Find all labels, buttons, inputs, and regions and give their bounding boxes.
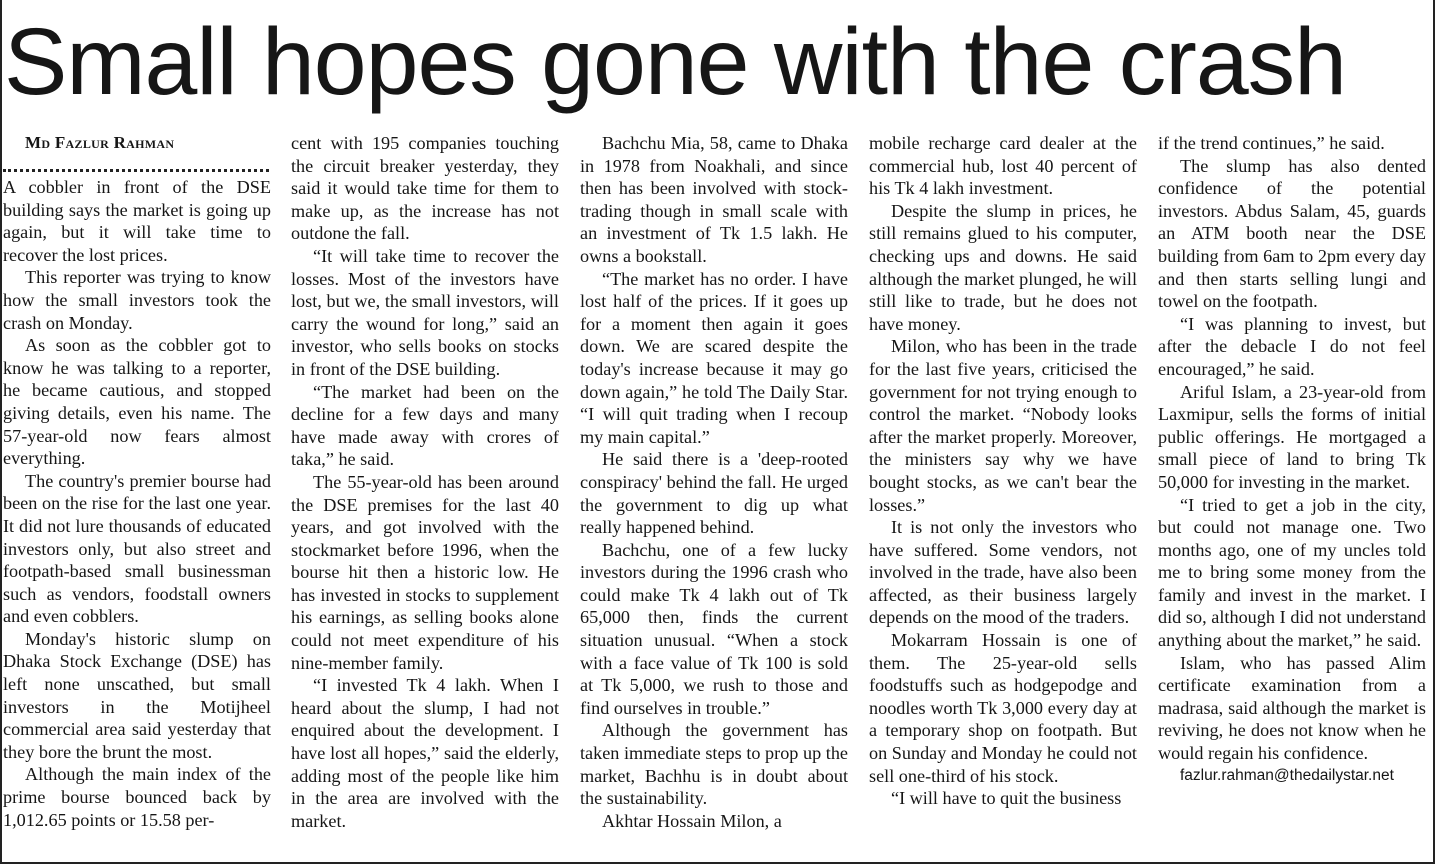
article-column-2 [291, 132, 559, 832]
paragraph: Mokarram Hossain is one of them. The 25-year-old sells foodstuffs such as hodgepodge and noodles worth Tk 3,000 every day at a temporary shop on footpath. But on Sunday and Monday he could not sell one-third of his stock. [869, 630, 1137, 786]
paragraph: cent with 195 companies touching the circuit breaker yesterday, they said it would take time for them to make up, as the increase has not outdone the fall. [291, 133, 559, 244]
paragraph: Despite the slump in prices, he still remains glued to his computer, checking ups and downs. He said although the market plunged, he will still like to trade, but he does not have money. [869, 200, 1137, 334]
paragraph: “I invested Tk 4 lakh. When I heard about the slump, I had not enquired about the development. I have lost all hopes,” said the elderly, adding most of the people like him in the area are involved with the market. [291, 675, 559, 831]
article-column-1 [3, 132, 271, 831]
paragraph: The slump has also dented confidence of the potential investors. Abdus Salam, 45, guards an ATM booth near the DSE building from 6am to 2pm every day and then starts selling lungi and towel on the footpath. [1158, 155, 1426, 312]
paragraph: As soon as the cobbler got to know he was talking to a reporter, he became cautious, and stopped giving details, even his name. The 57-year-old now fears almost everything. [3, 335, 271, 469]
paragraph: “I will have to quit the business [891, 788, 1122, 809]
byline-divider [3, 154, 269, 172]
paragraph: Akhtar Hossain Milon, a [602, 810, 782, 831]
author-email: fazlur.rahman@thedailystar.net [1180, 766, 1394, 784]
article-column-3 [580, 132, 848, 832]
byline: Md Fazlur Rahman [25, 133, 175, 152]
paragraph: Monday's historic slump on Dhaka Stock Exchange (DSE) has left none unscathed, but small investors in the Motijheel commercial area said yesterday that they bore the brunt the most. [3, 628, 271, 762]
paragraph: Islam, who has passed Alim certificate examination from a madrasa, said although the market is reviving, he does not know when he would regain his confidence. [1158, 652, 1426, 764]
paragraph: mobile recharge card dealer at the commercial hub, lost 40 percent of his Tk 4 lakh investment. [869, 133, 1137, 199]
paragraph: “The market has no order. I have lost half of the prices. If it goes up for a moment then again it goes down. We are scared despite the today's increase because it may go down again,” he told The Daily Star. “I will quit trading when I recoup my main capital.” [580, 268, 848, 447]
headline: Small hopes gone with the crash [4, 9, 1347, 115]
paragraph: It is not only the investors who have suffered. Some vendors, not involved in the trade, have also been affected, as their business largely depends on the mood of the traders. [869, 517, 1137, 628]
paragraph: if the trend continues,” he said. [1158, 133, 1385, 153]
paragraph: Milon, who has been in the trade for the last five years, criticised the government for not trying enough to control the market. “Nobody looks after the market properly. Moreover, the ministers say why we have bought stocks, as we can't bear the losses.” [869, 336, 1137, 515]
paragraph: He said there is a 'deep-rooted conspiracy' behind the fall. He urged the government to dig up what really happened behind. [580, 449, 848, 538]
paragraph: “I tried to get a job in the city, but could not manage one. Two months ago, one of my uncles told me to bring some money from the family and invest in the market. I did so, although I did not understand anything about the market,” he said. [1158, 494, 1426, 651]
paragraph: Ariful Islam, a 23-year-old from Laxmipur, sells the forms of initial public offerings. He mortgaged a small piece of land to bring Tk 50,000 for investing in the market. [1158, 381, 1426, 492]
paragraph: “It will take time to recover the losses. Most of the investors have lost, but we, the small investors, will carry the wound for long,” said an investor, who sells books on stocks in front of the DSE building. [291, 245, 559, 379]
article-column-4 [869, 132, 1137, 810]
paragraph: “The market had been on the decline for a few days and many have made away with crores of taka,” he said. [291, 381, 559, 470]
paragraph: The country's premier bourse had been on the rise for the last one year. It did not lure thousands of educated investors only, but also street and footpath-based small businessman such as vendors, foodstall owners and even cobblers. [3, 470, 271, 627]
paragraph: Although the main index of the prime bourse bounced back by 1,012.65 points or 15.58 per- [3, 764, 271, 830]
article-column-5 [1158, 132, 1426, 787]
paragraph: Although the government has taken immediate steps to prop up the market, Bachhu is in doubt about the sustainability. [580, 720, 848, 809]
paragraph: Bachchu Mia, 58, came to Dhaka in 1978 from Noakhali, and since then has been involved with stock-trading though in small scale with an investment of Tk 1.5 lakh. He owns a bookstall. [580, 133, 848, 266]
paragraph: A cobbler in front of the DSE building says the market is going up again, but it will take time to recover the lost prices. [3, 177, 271, 265]
paragraph: The 55-year-old has been around the DSE premises for the last 40 years, and got involved with the stockmarket before 1996, when the bourse hit then a historic low. He has invested in stocks to supplement his earnings, as selling books alone could not meet expenditure of his nine-member family. [291, 471, 559, 673]
paragraph: “I was planning to invest, but after the debacle I do not feel encouraged,” he said. [1158, 313, 1426, 379]
paragraph: This reporter was trying to know how the small investors took the crash on Monday. [3, 267, 271, 333]
paragraph: Bachchu, one of a few lucky investors during the 1996 crash who could make Tk 4 lakh out of Tk 65,000 then, finds the current situation unusual. “When a stock with a face value of Tk 100 is sold at Tk 5,000, we rush to those and find ourselves in trouble.” [580, 539, 848, 718]
